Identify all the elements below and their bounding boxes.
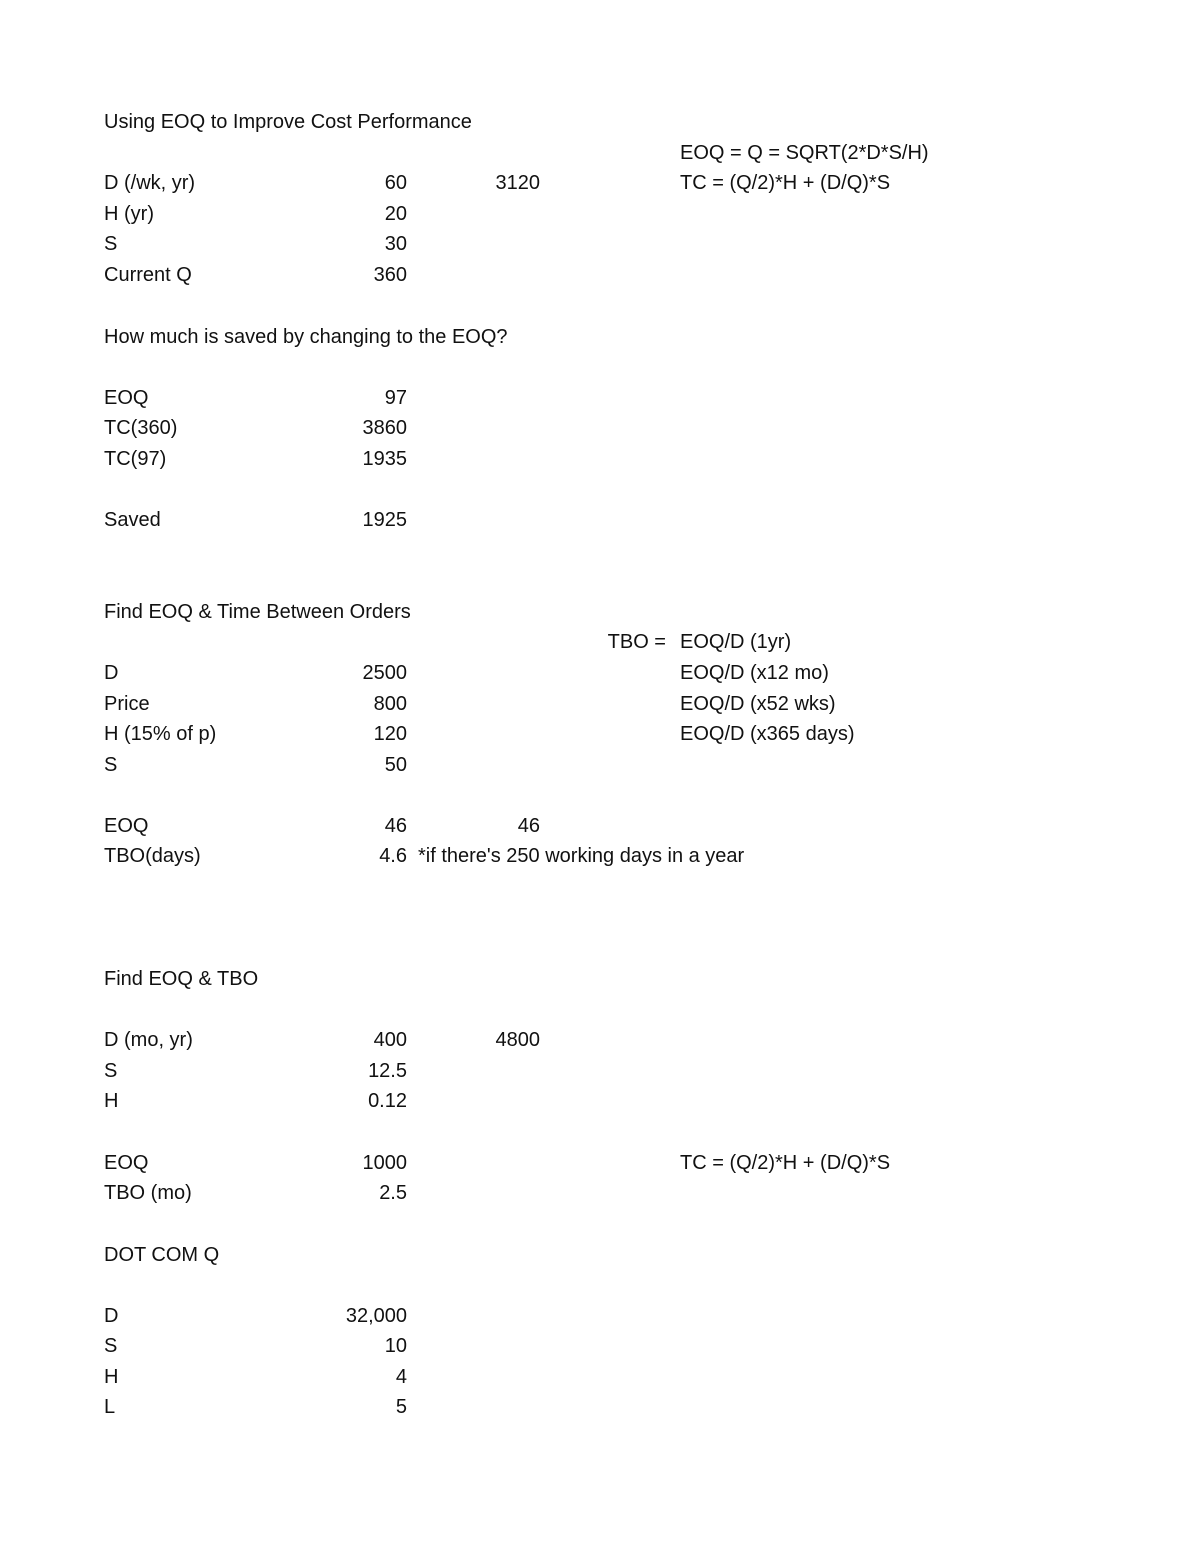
row-value: 1000: [362, 1152, 407, 1174]
data-row: [0, 199, 1200, 229]
question-text: How much is saved by changing to the EOQ?: [104, 326, 508, 348]
section-title: Using EOQ to Improve Cost Performance: [104, 111, 472, 133]
tbo-label: TBO =: [607, 631, 666, 653]
row-label: TBO(days): [104, 845, 201, 867]
row-value: 5: [395, 1396, 407, 1418]
section-3-title-row: [0, 964, 1200, 994]
row-value: 50: [384, 754, 407, 776]
row-label: H: [104, 1366, 119, 1388]
row-label: S: [104, 754, 118, 776]
data-row: [0, 1362, 1200, 1392]
section-1-title-row: [0, 107, 1200, 137]
data-row: [0, 444, 1200, 474]
row-extra-value: 46: [517, 815, 540, 837]
row-value: 10: [384, 1335, 407, 1357]
row-label: D (/wk, yr): [104, 172, 196, 194]
data-row: [0, 658, 1200, 688]
row-value: 32,000: [345, 1305, 407, 1327]
row-value: 2500: [362, 662, 407, 684]
row-label: S: [104, 233, 118, 255]
data-row: [0, 750, 1200, 780]
formula-row: [0, 627, 1200, 657]
question-row: [0, 322, 1200, 352]
section-title: Find EOQ & TBO: [104, 968, 259, 990]
data-row: [0, 383, 1200, 413]
row-value: 97: [384, 387, 407, 409]
row-label: D: [104, 662, 119, 684]
row-value: 1935: [362, 448, 407, 470]
row-label: H: [104, 1090, 119, 1112]
section-title: Find EOQ & Time Between Orders: [104, 601, 411, 623]
row-value: 1925: [362, 509, 407, 531]
tbo-formula: EOQ/D (x365 days): [680, 723, 855, 745]
row-label: L: [104, 1396, 116, 1418]
data-row: [0, 168, 1200, 198]
row-value: 20: [384, 203, 407, 225]
row-label: TBO (mo): [104, 1182, 192, 1204]
tc-formula: TC = (Q/2)*H + (D/Q)*S: [680, 1152, 891, 1174]
data-row: [0, 811, 1200, 841]
row-label: D (mo, yr): [104, 1029, 193, 1051]
data-row: [0, 841, 1200, 871]
data-row: [0, 505, 1200, 535]
data-row: [0, 719, 1200, 749]
data-row: [0, 1331, 1200, 1361]
data-row: [0, 229, 1200, 259]
data-row: [0, 413, 1200, 443]
tbo-formula: EOQ/D (x52 wks): [680, 693, 836, 715]
row-label: TC(360): [104, 417, 178, 439]
row-value: 360: [373, 264, 407, 286]
data-row: [0, 689, 1200, 719]
row-value: 12.5: [368, 1060, 407, 1082]
row-label: Saved: [104, 509, 161, 531]
section-4-title-row: [0, 1240, 1200, 1270]
section-2-title-row: [0, 597, 1200, 627]
row-value: 400: [373, 1029, 407, 1051]
tc-formula: TC = (Q/2)*H + (D/Q)*S: [680, 172, 891, 194]
row-label: S: [104, 1335, 118, 1357]
row-extra-value: 3120: [495, 172, 540, 194]
data-row: [0, 1148, 1200, 1178]
row-value: 46: [384, 815, 407, 837]
row-label: EOQ: [104, 387, 149, 409]
tbo-formula: EOQ/D (x12 mo): [680, 662, 829, 684]
row-value: 4.6: [379, 845, 407, 867]
tbo-formula: EOQ/D (1yr): [680, 631, 792, 653]
data-row: [0, 1178, 1200, 1208]
row-value: 3860: [362, 417, 407, 439]
section-title: DOT COM Q: [104, 1244, 220, 1266]
data-row: [0, 1301, 1200, 1331]
row-label: EOQ: [104, 815, 149, 837]
row-note: *if there's 250 working days in a year: [418, 845, 745, 867]
row-label: Current Q: [104, 264, 192, 286]
data-row: [0, 260, 1200, 290]
row-value: 0.12: [368, 1090, 407, 1112]
data-row: [0, 1056, 1200, 1086]
formula-row: [0, 138, 1200, 168]
row-label: H (15% of p): [104, 723, 217, 745]
data-row: [0, 1392, 1200, 1422]
row-label: EOQ: [104, 1152, 149, 1174]
row-label: TC(97): [104, 448, 167, 470]
row-value: 120: [373, 723, 407, 745]
row-label: S: [104, 1060, 118, 1082]
row-label: D: [104, 1305, 119, 1327]
row-value: 4: [395, 1366, 407, 1388]
eoq-formula: EOQ = Q = SQRT(2*D*S/H): [680, 142, 929, 164]
row-value: 60: [384, 172, 407, 194]
data-row: [0, 1025, 1200, 1055]
row-extra-value: 4800: [495, 1029, 540, 1051]
data-row: [0, 1086, 1200, 1116]
row-value: 800: [373, 693, 407, 715]
row-value: 30: [384, 233, 407, 255]
row-label: Price: [104, 693, 150, 715]
row-label: H (yr): [104, 203, 154, 225]
row-value: 2.5: [379, 1182, 407, 1204]
